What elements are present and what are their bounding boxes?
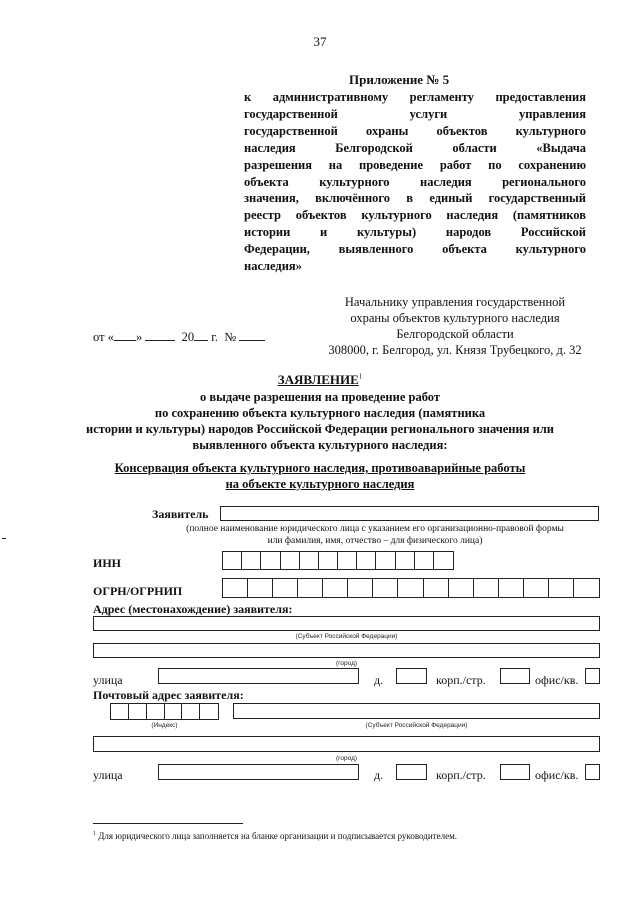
inn-label: ИНН	[93, 556, 122, 570]
postal-index-caption: (Индекс)	[151, 722, 178, 729]
street-input[interactable]	[158, 668, 359, 684]
postal-street-label: улица	[93, 768, 123, 782]
footnote-ref: 1	[358, 372, 363, 381]
office-label: офис/кв.	[535, 673, 579, 687]
date-year-field[interactable]	[194, 340, 208, 341]
statement-line: истории и культуры) народов Российской Федерации регионального значения или	[86, 422, 554, 436]
address-heading: Адрес (местонахождение) заявителя:	[93, 602, 293, 616]
appendix-line: наследия Белгородской области «Выдача	[244, 140, 586, 155]
work-type	[80, 460, 560, 492]
addressee-line: Начальнику управления государственной	[344, 295, 566, 309]
address-city-input[interactable]	[93, 643, 600, 658]
appendix-line: государственной охраны объектов культурного	[244, 123, 586, 138]
date-month-field[interactable]	[145, 340, 175, 341]
addressee-line: охраны объектов культурного наследия	[350, 311, 560, 325]
date-line	[93, 330, 265, 345]
house-input[interactable]	[396, 668, 427, 684]
footnote-divider	[93, 823, 243, 824]
work-type-line: на объекте культурного наследия	[225, 477, 415, 491]
postal-office-input[interactable]	[585, 764, 600, 780]
postal-city-caption: (город)	[335, 755, 358, 762]
appendix-line: объекта культурного наследия регионального	[244, 174, 586, 189]
applicant-hint-line: или фамилия, имя, отчество – для физического лица)	[267, 536, 483, 546]
date-day-field[interactable]	[114, 340, 136, 341]
footnote-text: Для юридического лица заполняется на бланке организации и подписывается руководителем.	[98, 831, 458, 841]
margin-mark	[2, 538, 6, 539]
office-input[interactable]	[585, 668, 600, 684]
statement-line: выявленного объекта культурного наследия:	[192, 438, 448, 452]
addressee-block	[300, 294, 610, 358]
applicant-label: Заявитель	[152, 507, 209, 521]
inn-input[interactable]	[222, 551, 454, 570]
postal-subject-caption: (Субъект Российской Федерации)	[365, 722, 468, 729]
address-city-caption: (город)	[335, 660, 358, 667]
postal-heading: Почтовый адрес заявителя:	[93, 688, 244, 702]
applicant-hint-line: (полное наименование юридического лица с указанием его организационно-правовой формы	[186, 524, 564, 534]
postal-office-label: офис/кв.	[535, 768, 579, 782]
postal-subject-input[interactable]	[233, 703, 600, 719]
date-year-suffix: г.	[211, 330, 219, 344]
appendix-line: наследия»	[244, 259, 302, 274]
building-label: корп./стр.	[436, 673, 486, 687]
addressee-line: 308000, г. Белгород, ул. Князя Трубецкого, д. 32	[328, 343, 582, 357]
page-number: 37	[313, 34, 327, 49]
addressee-line: Белгородской области	[396, 327, 514, 341]
postal-index-input[interactable]	[110, 703, 219, 720]
appendix-line: истории и культуры) народов Российской	[244, 225, 586, 240]
work-type-line: Консервация объекта культурного наследия, противоаварийные работы	[114, 461, 526, 475]
postal-house-label: д.	[374, 768, 384, 782]
statement-title-text: ЗАЯВЛЕНИЕ	[277, 372, 359, 387]
date-year-prefix: 20	[181, 330, 195, 344]
date-quote: »	[135, 330, 143, 344]
postal-street-input[interactable]	[158, 764, 359, 780]
statement-title	[0, 372, 640, 388]
footnote-mark: 1	[93, 831, 96, 837]
building-input[interactable]	[500, 668, 530, 684]
house-label: д.	[374, 673, 384, 687]
statement-subject	[60, 389, 580, 453]
appendix-line: государственной услуги управления	[244, 106, 586, 121]
number-sign: №	[224, 330, 237, 344]
address-subject-input[interactable]	[93, 616, 600, 631]
postal-house-input[interactable]	[396, 764, 427, 780]
appendix-line: разрешения на проведение работ по сохранению	[244, 157, 586, 172]
appendix-line: Федерации, выявленного объекта культурного	[244, 242, 586, 257]
ogrn-input[interactable]	[222, 578, 600, 598]
footnote	[93, 831, 457, 841]
statement-line: по сохранению объекта культурного наследия (памятника	[154, 406, 486, 420]
appendix-text	[244, 89, 586, 275]
appendix-line: значения, включённого в единый государственный	[244, 191, 586, 206]
postal-city-input[interactable]	[93, 736, 600, 752]
date-from-label: от «	[93, 330, 114, 344]
appendix-line: реестр объектов культурного наследия (памятников	[244, 208, 586, 223]
appendix-title: Приложение № 5	[349, 72, 450, 87]
street-label: улица	[93, 673, 123, 687]
statement-line: о выдаче разрешения на проведение работ	[199, 390, 441, 404]
address-subject-caption: (Субъект Российской Федерации)	[295, 633, 398, 640]
ogrn-label: ОГРН/ОГРНИП	[93, 584, 183, 598]
postal-building-label: корп./стр.	[436, 768, 486, 782]
applicant-name-input[interactable]	[220, 506, 599, 521]
applicant-hint	[110, 523, 640, 547]
document-number-field[interactable]	[239, 340, 265, 341]
postal-building-input[interactable]	[500, 764, 530, 780]
appendix-line: к административному регламенту предоставления	[244, 90, 586, 104]
